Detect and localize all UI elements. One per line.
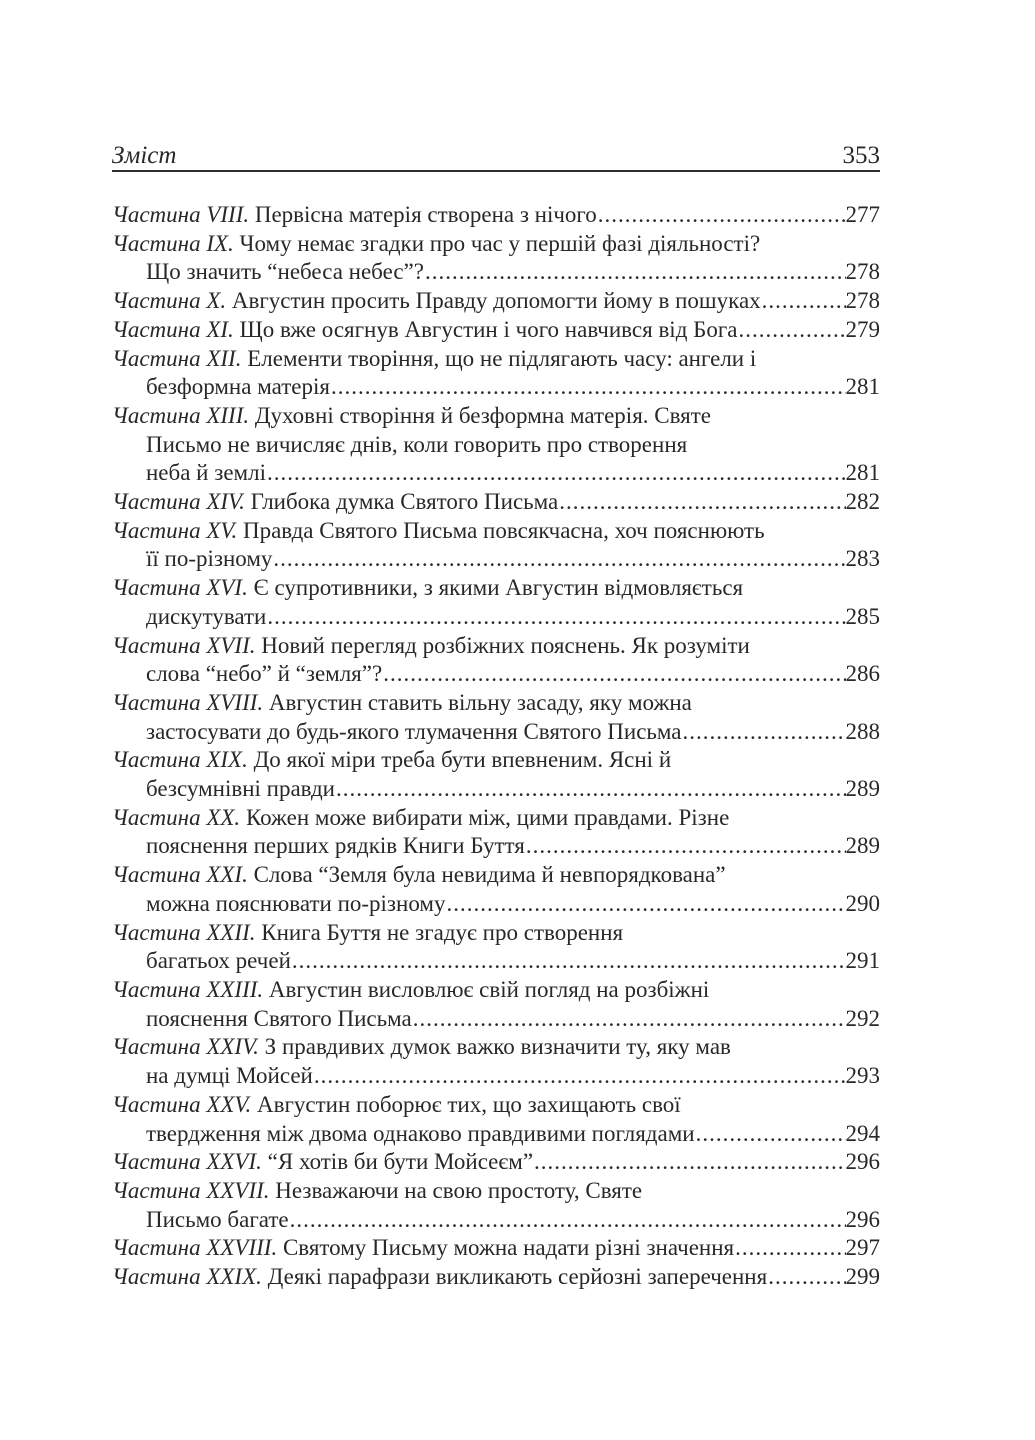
toc-entry-label: Частина XXVI. bbox=[112, 1149, 262, 1175]
toc-entry-label: Частина XXV. bbox=[112, 1091, 252, 1117]
dot-leader bbox=[683, 718, 846, 747]
toc-entry-title: Первісна матерія створена з нічого bbox=[254, 202, 597, 227]
toc-entry-line bbox=[112, 1033, 880, 1062]
toc-entry-label: Частина XXIX. bbox=[112, 1264, 262, 1290]
toc-entry-label: Частина XVIII. bbox=[112, 689, 264, 715]
toc-entry-page-number: 290 bbox=[845, 890, 880, 916]
dot-leader bbox=[314, 1062, 846, 1091]
toc-entry-title: Августин висловлює свій погляд на розбіжні bbox=[268, 976, 710, 1002]
dot-leader bbox=[267, 603, 845, 632]
toc-entry-title: слова “небо” й “земля”? bbox=[146, 661, 383, 687]
toc-entry-text bbox=[112, 517, 765, 546]
toc-entry-text bbox=[112, 976, 709, 1005]
toc-entry-title: застосувати до будь-якого тлумачення Святого Письма bbox=[146, 718, 682, 744]
toc-entry-label: Частина XVI. bbox=[112, 575, 248, 601]
toc-entry-text bbox=[112, 230, 760, 259]
toc-entry-page-number: 294 bbox=[845, 1120, 880, 1146]
toc-entry-title: До якої міри треба бути впевненим. Ясні й bbox=[253, 747, 672, 773]
toc-entry-page-number: 289 bbox=[845, 833, 880, 859]
toc-entry-title: дискутувати bbox=[146, 603, 267, 629]
toc-entry-page-number: 283 bbox=[845, 546, 880, 572]
toc-entry-text bbox=[112, 402, 711, 431]
toc-entry-line bbox=[112, 689, 880, 718]
toc-entry-title: твердження між двома однаково правдивими поглядами bbox=[146, 1120, 695, 1146]
toc-entry-line bbox=[112, 345, 880, 374]
dot-leader bbox=[735, 1234, 845, 1263]
toc-entry-line bbox=[112, 201, 880, 230]
toc-entry-line bbox=[112, 718, 880, 747]
toc-entry-title: Августин ставить вільну засаду, яку можна bbox=[268, 689, 692, 715]
toc-entry-title: Що вже осягнув Августин і чого навчився від Бога bbox=[239, 316, 738, 342]
toc-entry-text bbox=[146, 258, 424, 287]
toc-entry-text bbox=[112, 574, 743, 603]
toc-entry-title: Письмо багате bbox=[146, 1206, 289, 1232]
toc-entry-label: Частина X. bbox=[112, 288, 227, 314]
toc-entry-line bbox=[112, 1263, 880, 1292]
dot-leader bbox=[383, 660, 845, 689]
toc-entry-text bbox=[112, 804, 729, 833]
toc-entry-page-number: 299 bbox=[845, 1264, 880, 1290]
toc-entry-label: Частина XXVIII. bbox=[112, 1235, 278, 1261]
toc-entry-line bbox=[112, 632, 880, 661]
dot-leader bbox=[534, 1148, 845, 1177]
toc-entry-page-number: 292 bbox=[845, 1005, 880, 1031]
toc-entry-line bbox=[112, 1091, 880, 1120]
dot-leader bbox=[336, 775, 846, 804]
toc-entry-line bbox=[112, 890, 880, 919]
toc-entry-line bbox=[112, 373, 880, 402]
toc-entry-page-number: 286 bbox=[845, 661, 880, 687]
toc-entry-text bbox=[146, 775, 335, 804]
toc-entry-text bbox=[146, 431, 687, 460]
toc-entry-title: можна пояснювати по-різному bbox=[146, 890, 446, 916]
toc-entry-text bbox=[112, 1091, 681, 1120]
toc-entry-label: Частина XX. bbox=[112, 804, 241, 830]
toc-entry-page-number: 291 bbox=[845, 948, 880, 974]
toc-entry-title: Кожен може вибирати між, цими правдами. Різне bbox=[245, 804, 730, 830]
folio-page-number: 353 bbox=[842, 142, 880, 169]
dot-leader bbox=[413, 1005, 846, 1034]
toc-entry-text bbox=[146, 660, 382, 689]
toc-entry-title: Святому Письму можна надати різні значення bbox=[282, 1235, 735, 1261]
toc-entry-text bbox=[112, 1234, 734, 1263]
toc-entry-line bbox=[112, 258, 880, 287]
toc-entry-title: на думці Мойсей bbox=[146, 1063, 313, 1089]
toc-entry-page-number: 281 bbox=[845, 460, 880, 486]
toc-entry-title: Чому немає згадки про час у першій фазі діяльності? bbox=[239, 230, 761, 256]
toc-entry-line bbox=[112, 287, 880, 316]
dot-leader bbox=[526, 832, 846, 861]
toc-entry-label: Частина XIII. bbox=[112, 402, 250, 428]
toc-entry-text bbox=[112, 1263, 767, 1292]
toc-entry-title: її по-різному bbox=[146, 546, 273, 572]
toc-entry-page-number: 278 bbox=[845, 288, 880, 314]
toc-entry-line bbox=[112, 1120, 880, 1149]
toc-entry-page-number: 296 bbox=[845, 1206, 880, 1232]
toc-entry-line bbox=[112, 1148, 880, 1177]
dot-leader bbox=[598, 201, 846, 230]
page-title: Зміст bbox=[112, 142, 177, 169]
toc-entry-line bbox=[112, 1234, 880, 1263]
toc-entry-page-number: 279 bbox=[845, 316, 880, 342]
toc-entry-page-number: 285 bbox=[845, 603, 880, 629]
toc-entry-label: Частина IX. bbox=[112, 230, 234, 256]
toc-entry-page-number: 296 bbox=[845, 1149, 880, 1175]
toc-entry-text bbox=[146, 545, 272, 574]
toc-entry-line bbox=[112, 1062, 880, 1091]
dot-leader bbox=[559, 488, 845, 517]
toc-entry-line bbox=[112, 1177, 880, 1206]
toc-entry-title: “Я хотів би бути Мойсеєм” bbox=[267, 1149, 534, 1175]
toc-entry-text bbox=[112, 1148, 533, 1177]
toc-entry-title: З правдивих думок важко визначити ту, яку мав bbox=[264, 1034, 731, 1060]
toc-list bbox=[112, 201, 880, 1292]
toc-entry-title: багатьох речей bbox=[146, 948, 291, 974]
toc-entry-label: Частина XXII. bbox=[112, 919, 256, 945]
toc-entry-line bbox=[112, 976, 880, 1005]
toc-entry-page-number: 278 bbox=[845, 259, 880, 285]
toc-entry-line bbox=[112, 316, 880, 345]
dot-leader bbox=[292, 947, 846, 976]
toc-entry-title: Слова “Земля була невидима й невпорядкована” bbox=[253, 862, 726, 888]
toc-entry-page-number: 281 bbox=[845, 374, 880, 400]
dot-leader bbox=[425, 258, 846, 287]
toc-entry-line bbox=[112, 517, 880, 546]
toc-entry-title: Августин просить Правду допомогти йому в пошуках bbox=[231, 288, 761, 314]
toc-entry-title: Є супротивники, з якими Августин відмовляється bbox=[253, 575, 744, 601]
toc-entry-line bbox=[112, 574, 880, 603]
toc-entry-text bbox=[112, 345, 756, 374]
toc-entry-line bbox=[112, 1206, 880, 1235]
toc-entry-text bbox=[146, 890, 445, 919]
toc-entry-title: Новий перегляд розбіжних пояснень. Як розуміти bbox=[261, 632, 750, 658]
toc-entry-text bbox=[146, 459, 266, 488]
toc-entry-line bbox=[112, 488, 880, 517]
toc-entry-text bbox=[112, 632, 750, 661]
toc-entry-page-number: 289 bbox=[845, 776, 880, 802]
toc-entry-title: неба й землі bbox=[146, 460, 266, 486]
toc-entry-line bbox=[112, 947, 880, 976]
running-head bbox=[112, 141, 880, 172]
toc-entry-text bbox=[112, 689, 692, 718]
toc-entry-text bbox=[146, 718, 682, 747]
toc-entry-page-number: 293 bbox=[845, 1063, 880, 1089]
toc-entry-title: Глибока думка Святого Письма bbox=[250, 489, 559, 515]
toc-entry-line bbox=[112, 832, 880, 861]
toc-entry-title: Правда Святого Письма повсякчасна, хоч пояснюють bbox=[242, 517, 765, 543]
toc-entry-title: пояснення Святого Письма bbox=[146, 1005, 412, 1031]
dot-leader bbox=[290, 1206, 846, 1235]
toc-entry-line bbox=[112, 603, 880, 632]
toc-entry-text bbox=[112, 861, 726, 890]
toc-entry-text bbox=[146, 832, 525, 861]
toc-entry-text bbox=[112, 201, 597, 230]
toc-entry-title: Письмо не вичисляє днів, коли говорить про створення bbox=[146, 431, 688, 457]
toc-entry-page-number: 282 bbox=[845, 489, 880, 515]
toc-entry-label: Частина XI. bbox=[112, 316, 234, 342]
toc-entry-text bbox=[112, 488, 558, 517]
toc-entry-label: Частина XXIV. bbox=[112, 1034, 259, 1060]
toc-entry-line bbox=[112, 1005, 880, 1034]
toc-entry-line bbox=[112, 459, 880, 488]
toc-entry-title: Елементи творіння, що не підлягають часу: ангели і bbox=[247, 345, 757, 371]
toc-entry-title: Деякі парафрази викликають серйозні заперечення bbox=[267, 1264, 768, 1290]
toc-entry-text bbox=[146, 1120, 695, 1149]
toc-entry-title: безсумнівні правди bbox=[146, 776, 335, 802]
dot-leader bbox=[331, 373, 846, 402]
dot-leader bbox=[696, 1120, 846, 1149]
dot-leader bbox=[273, 545, 845, 574]
toc-entry-title: пояснення перших рядків Книги Буття bbox=[146, 833, 525, 859]
toc-entry-line bbox=[112, 861, 880, 890]
toc-entry-line bbox=[112, 402, 880, 431]
toc-entry-title: Августин поборює тих, що захищають свої bbox=[257, 1091, 681, 1117]
toc-entry-label: Частина XIV. bbox=[112, 489, 245, 515]
toc-entry-text bbox=[112, 919, 623, 948]
dot-leader bbox=[768, 1263, 845, 1292]
toc-entry-text bbox=[112, 287, 761, 316]
dot-leader bbox=[739, 316, 846, 345]
toc-entry-text bbox=[146, 1062, 313, 1091]
toc-entry-title: Незважаючи на свою простоту, Святе bbox=[275, 1177, 643, 1203]
toc-entry-title: Що значить “небеса небес”? bbox=[146, 259, 424, 285]
toc-entry-line bbox=[112, 431, 880, 460]
toc-entry-text bbox=[146, 1005, 412, 1034]
toc-entry-line bbox=[112, 660, 880, 689]
toc-entry-title: Духовні створіння й безформна матерія. Святе bbox=[254, 402, 712, 428]
toc-entry-line bbox=[112, 746, 880, 775]
toc-entry-label: Частина XV. bbox=[112, 517, 238, 543]
toc-entry-line bbox=[112, 919, 880, 948]
toc-entry-title: безформна матерія bbox=[146, 374, 330, 400]
toc-entry-text bbox=[146, 947, 291, 976]
toc-entry-text bbox=[146, 373, 330, 402]
toc-entry-label: Частина XII. bbox=[112, 345, 242, 371]
toc-entry-page-number: 288 bbox=[845, 718, 880, 744]
dot-leader bbox=[267, 459, 846, 488]
toc-entry-text bbox=[112, 316, 738, 345]
dot-leader bbox=[762, 287, 846, 316]
toc-entry-label: Частина XXI. bbox=[112, 862, 248, 888]
dot-leader bbox=[446, 890, 845, 919]
toc-entry-page-number: 277 bbox=[845, 202, 880, 227]
toc-entry-text bbox=[112, 1033, 731, 1062]
toc-entry-text bbox=[112, 746, 671, 775]
toc-entry-page-number: 297 bbox=[845, 1235, 880, 1261]
toc-entry-line bbox=[112, 230, 880, 259]
toc-entry-label: Частина VIII. bbox=[112, 202, 250, 227]
toc-entry-label: Частина XXIII. bbox=[112, 976, 264, 1002]
toc-entry-label: Частина XIX. bbox=[112, 747, 248, 773]
toc-entry-line bbox=[112, 775, 880, 804]
toc-entry-text bbox=[112, 1177, 642, 1206]
toc-entry-label: Частина XXVII. bbox=[112, 1177, 270, 1203]
toc-entry-text bbox=[146, 603, 266, 632]
toc-entry-title: Книга Буття не згадує про створення bbox=[261, 919, 624, 945]
toc-entry-line bbox=[112, 804, 880, 833]
toc-entry-label: Частина XVII. bbox=[112, 632, 256, 658]
toc-entry-text bbox=[146, 1206, 289, 1235]
toc-entry-line bbox=[112, 545, 880, 574]
